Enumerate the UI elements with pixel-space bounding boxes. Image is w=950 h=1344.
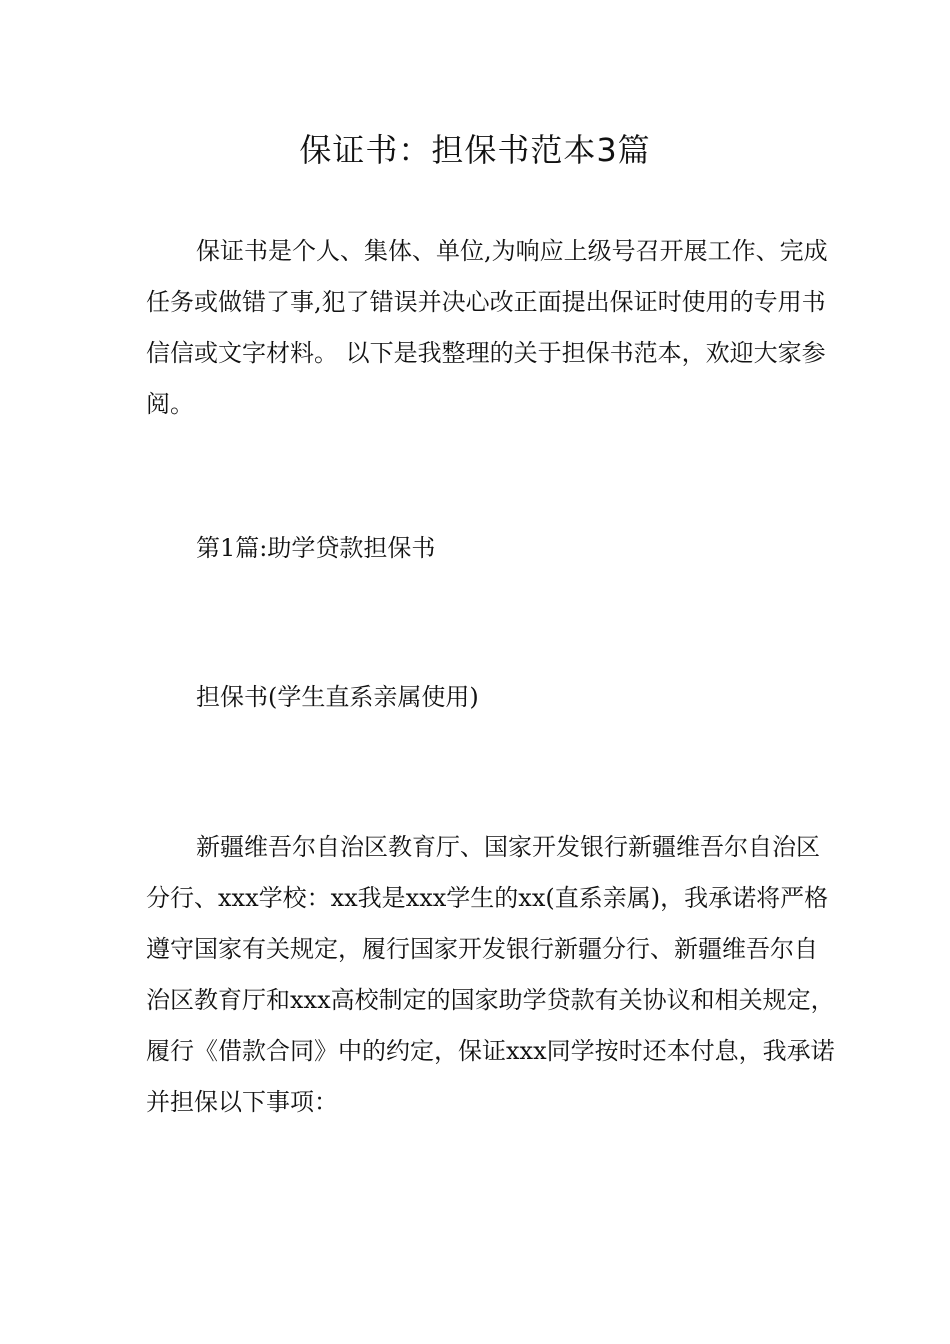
sub-heading: 担保书(学生直系亲属使用) bbox=[196, 683, 479, 711]
body-paragraph: 新疆维吾尔自治区教育厅、国家开发银行新疆维吾尔自治区分行、xxx学校：xx我是xxx学生的xx(直系亲属)，我承诺将严格遵守国家有关规定，履行国家开发银行新疆分行、新疆维吾尔自治区教育厅和xxx高校制定的国家助学贷款有关协议和相关规定，履行《借款合同》中的约定，保证xxx同学按时还本付息，我承诺并担保以下事项： bbox=[146, 833, 835, 1116]
intro-paragraph: 保证书是个人、集体、单位,为响应上级号召开展工作、完成任务或做错了事,犯了错误并决心改正面提出保证时使用的专用书信信或文字材料。 以下是我整理的关于担保书范本，欢迎大家参阅。 bbox=[146, 237, 828, 418]
document-title: 保证书：担保书范本3篇 bbox=[299, 131, 651, 169]
section-heading: 第1篇:助学贷款担保书 bbox=[196, 534, 436, 562]
